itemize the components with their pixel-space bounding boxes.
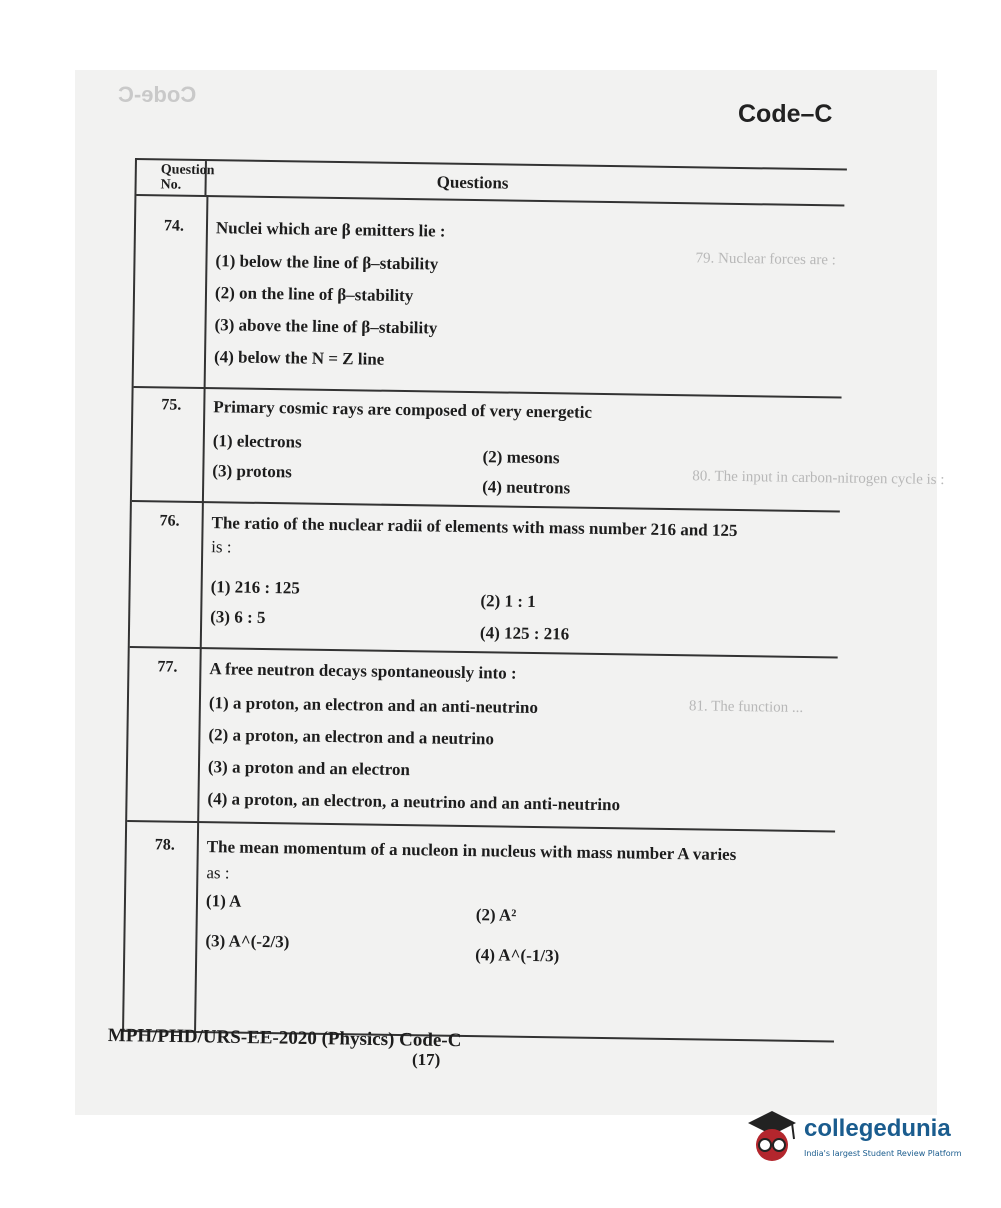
option: (2) on the line of β–stability <box>214 283 414 306</box>
option: (1) electrons <box>212 431 302 452</box>
bleed-through-code: Code-C <box>118 82 197 107</box>
bleed-through-text: 79. Nuclear forces are : <box>695 250 837 269</box>
graduate-cap-icon <box>742 1105 800 1169</box>
row-divider <box>127 820 835 833</box>
question-number: 75. <box>161 396 182 414</box>
bleed-through-text: 80. The input in carbon-nitrogen cycle is : <box>692 468 945 489</box>
row-divider <box>130 646 838 659</box>
page-number: (17) <box>412 1050 441 1069</box>
question-text: Nuclei which are β emitters lie : <box>215 218 446 241</box>
row-divider <box>132 500 840 513</box>
option: (4) below the N = Z line <box>213 347 385 369</box>
question-number: 77. <box>157 658 178 676</box>
option: (3) 6 : 5 <box>210 607 266 627</box>
option: (3) protons <box>212 461 293 482</box>
option: (4) 125 : 216 <box>479 623 570 644</box>
question-text: The ratio of the nuclear radii of elements with mass number 216 and 125 <box>211 513 738 540</box>
code-label: Code–C <box>738 100 833 128</box>
option: (2) A² <box>475 905 517 925</box>
collegedunia-logo <box>742 1105 972 1175</box>
question-text: A free neutron decays spontaneously into : <box>209 659 517 683</box>
question-no-header <box>136 160 215 195</box>
question-text: The mean momentum of a nucleon in nucleus with mass number A varies <box>206 837 737 864</box>
question-text-continued: as : <box>206 863 230 883</box>
option: (2) mesons <box>482 447 560 468</box>
option: (4) neutrons <box>482 477 571 498</box>
question-text: Primary cosmic rays are composed of very energetic <box>213 397 593 422</box>
option: (2) a proton, an electron and a neutrino <box>208 725 495 749</box>
option: (4) A^(-1/3) <box>475 945 560 966</box>
question-number: 76. <box>159 512 180 530</box>
brand-name: collegedunia <box>804 1115 951 1142</box>
bleed-through-text: 81. The function ... <box>688 698 804 716</box>
question-number: 78. <box>154 836 175 854</box>
option: (4) a proton, an electron, a neutrino and an anti-neutrino <box>207 789 621 815</box>
question-table <box>122 158 945 1042</box>
option: (1) A <box>205 891 242 911</box>
option: (1) 216 : 125 <box>210 577 301 598</box>
table-header <box>136 160 844 206</box>
brand-tagline: India's largest Student Review Platform <box>804 1149 962 1158</box>
option: (3) a proton and an electron <box>207 757 411 780</box>
option: (3) above the line of β–stability <box>214 315 438 338</box>
question-text-continued: is : <box>211 537 232 557</box>
option: (1) below the line of β–stability <box>215 251 439 274</box>
exam-footer: MPH/PHD/URS-EE-2020 (Physics) Code-C <box>107 1025 462 1052</box>
questions-header: Questions <box>436 172 509 193</box>
option: (2) 1 : 1 <box>480 591 536 611</box>
option: (3) A^(-2/3) <box>205 931 290 952</box>
question-no-header-text: Question No. <box>160 162 215 193</box>
option: (1) a proton, an electron and an anti-neutrino <box>208 693 539 718</box>
question-number: 74. <box>163 217 185 235</box>
